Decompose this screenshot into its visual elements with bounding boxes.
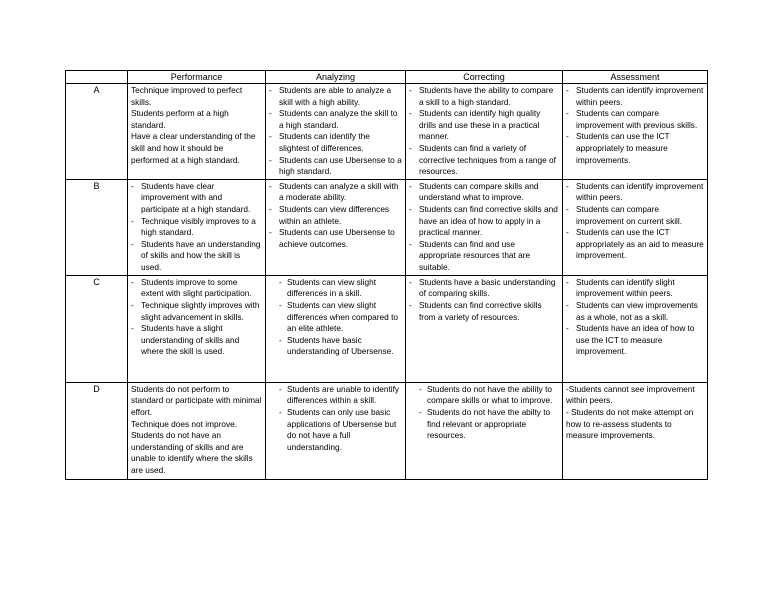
criterion-text: - Students can compare improvement with previous skills. [566,108,704,131]
criterion-text: - Students can identify improvement within peers. [566,181,704,204]
criterion-text: - Students can view improvements as a whole, not as a skill. [566,300,704,323]
criterion-text: Have a clear understanding of the skill and how it should be performed at a high standard. [131,131,256,165]
header-corner [66,71,128,84]
criterion-text: - Students have an idea of how to use the ICT to measure improvement. [566,323,704,358]
assessment-cell [563,179,708,275]
criterion-text: - Students can identify improvement within peers. [566,85,704,108]
criterion-text: - Students have a basic understanding of comparing skills. [409,277,559,300]
correcting-cell [406,382,563,479]
header-correcting: Correcting [406,71,563,84]
criterion-text: - Students can identify high quality drills and use these in a practical manner. [409,108,559,143]
criterion-text: - Students have the ability to compare a skill to a high standard. [409,85,559,108]
criterion-text: - Students can use the ICT appropriately as an aid to measure improvement. [566,227,704,262]
criterion-text: - Students can analyze a skill with a moderate ability. [269,181,402,204]
criterion-text: - Students can find corrective skills and have an idea of how to apply in a practical manner. [409,204,559,239]
criterion-text: - Students can find a variety of corrective techniques from a range of resources. [409,143,559,178]
criterion-text: - Students can analyze the skill to a high standard. [269,108,402,131]
grade-label: C [66,275,128,382]
header-performance: Performance [128,71,266,84]
criterion-text: - Students have an understanding of skills and how the skill is used. [131,239,262,274]
criterion-text: - Students do not make attempt on how to re-assess students to measure improvements. [566,406,694,441]
criterion-text: -Students cannot see improvement within peers. [566,383,695,406]
criterion-text: Technique does not improve. [131,418,238,429]
criterion-text: - Students can compare improvement on current skill. [566,204,704,227]
criterion-text: - Students are unable to identify differences within a skill. [269,384,402,407]
performance-cell [128,84,266,180]
criterion-text: - Students have basic understanding of Ubersense. [269,335,402,358]
criterion-text: - Students can compare skills and understand what to improve. [409,181,559,204]
criterion-text: - Students can view slight differences in a skill. [269,277,402,300]
criterion-text: - Students can use Ubersense to a high standard. [269,155,402,178]
criterion-text: - Students can view differences within an athlete. [269,204,402,227]
rubric-row-c [66,275,708,382]
criterion-text: - Technique slightly improves with slight advancement in skills. [131,300,262,323]
correcting-cell [406,179,563,275]
grade-label: B [66,179,128,275]
criterion-text: - Students can view slight differences when compared to an elite athlete. [269,300,402,335]
rubric-table [65,70,708,480]
header-row [66,71,708,84]
analyzing-cell [266,382,406,479]
performance-cell [128,179,266,275]
performance-cell [128,382,266,479]
criterion-text: - Technique visibly improves to a high standard. [131,216,262,239]
grade-label: A [66,84,128,180]
criterion-text: - Students can identify the slightest of differences. [269,131,402,154]
assessment-cell [563,84,708,180]
correcting-cell [406,84,563,180]
performance-cell [128,275,266,382]
assessment-cell [563,275,708,382]
criterion-text: - Students improve to some extent with slight participation. [131,277,262,300]
criterion-text: Students perform at a high standard. [131,108,229,130]
assessment-cell [563,382,708,479]
criterion-text: - Students do not have the abilty to find relevant or appropriate resources. [409,407,559,442]
criterion-text: Students do not perform to standard or participate with minimal effort. [131,383,262,417]
correcting-cell [406,275,563,382]
criterion-text: - Students do not have the ability to compare skills or what to improve. [409,384,559,407]
rubric-row-a [66,84,708,180]
criterion-text: Technique improved to perfect skills. [131,85,243,107]
analyzing-cell [266,84,406,180]
header-analyzing: Analyzing [266,71,406,84]
criterion-text: - Students are able to analyze a skill with a high ability. [269,85,402,108]
criterion-text: - Students have clear improvement with and participate at a high standard. [131,181,262,216]
criterion-text: - Students can only use basic applications of Ubersense but do not have a full understanding. [269,407,402,453]
rubric-row-d [66,382,708,479]
analyzing-cell [266,275,406,382]
criterion-text: - Students can use the ICT appropriately to measure improvements. [566,131,704,166]
analyzing-cell [266,179,406,275]
criterion-text: - Students can find corrective skills from a variety of resources. [409,300,559,323]
criterion-text: - Students can find and use appropriate resources that are suitable. [409,239,559,274]
criterion-text: Students do not have an understanding of skills and are unable to identify where the skills are used. [131,430,253,475]
grade-label: D [66,382,128,479]
criterion-text: - Students have a slight understanding of skills and where the skill is used. [131,323,262,358]
header-assessment: Assessment [563,71,708,84]
rubric-row-b [66,179,708,275]
criterion-text: - Students can identify slight improvement within peers. [566,277,704,300]
criterion-text: - Students can use Ubersense to achieve outcomes. [269,227,402,250]
